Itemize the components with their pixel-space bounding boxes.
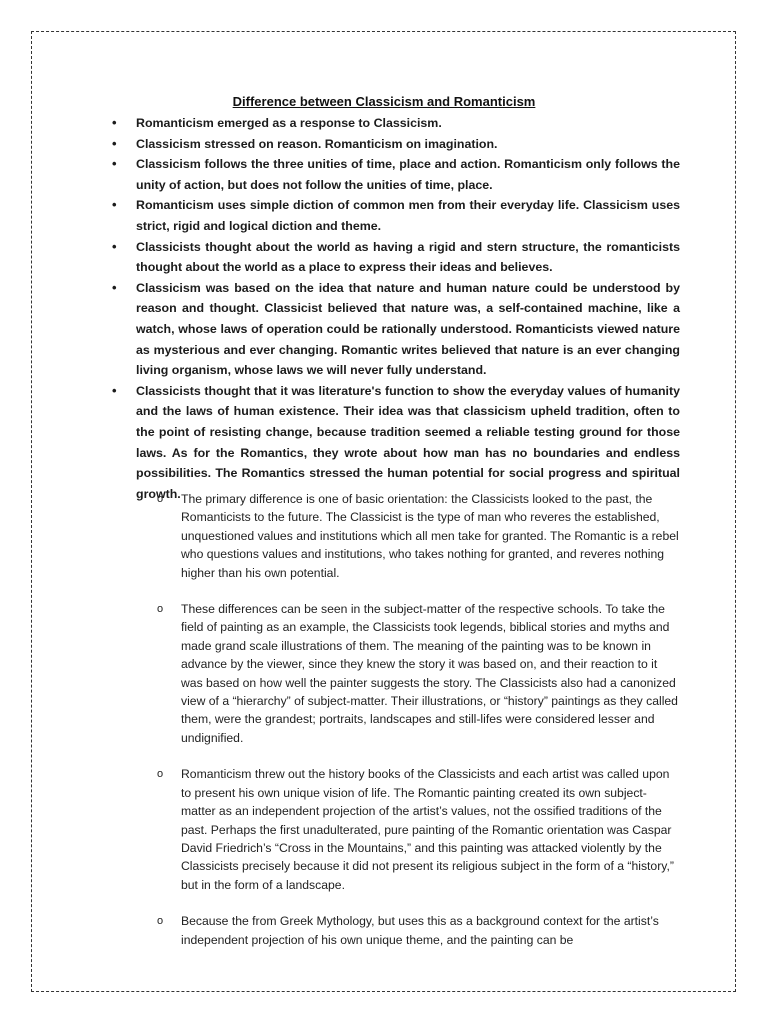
sub-point-list bbox=[157, 490, 679, 967]
bullet-item: • Classicism stressed on reason. Romanticism on imagination. bbox=[112, 134, 680, 155]
sub-point-item: o These differences can be seen in the subject-matter of the respective schools. To take the field of painting as an example, the Classicists took legends, biblical stories and myths and made grand scale illustrations of them. The meaning of the painting was to be known in advance by the viewer, since they knew the story it was based on, and their reaction to it was based on how well the painter suggests the story. The Classicists also had a canonized view of a “hierarchy” of subject-matter. Their illustrations, or “history” paintings as they called them, were the grandest; portraits, landscapes and still-lifes were considered lesser and undignified. bbox=[157, 600, 679, 747]
bullet-item: • Classicism was based on the idea that nature and human nature could be understood by reason and thought. Classicist believed that nature was, a self-contained machine, like a watch, whose laws of operation could be rationally understood. Romanticists viewed nature as mysterious and ever changing. Romantic writes believed that nature is an ever changing living organism, whose laws we will never fully understand. bbox=[112, 278, 680, 381]
bullet-item: • Romanticism emerged as a response to Classicism. bbox=[112, 113, 680, 134]
bullet-list bbox=[112, 113, 680, 504]
document-title: Difference between Classicism and Romanticism bbox=[232, 94, 536, 109]
bullet-item: • Classicists thought about the world as having a rigid and stern structure, the romanticists thought about the world as a place to express their ideas and believes. bbox=[112, 237, 680, 278]
bullet-item: • Classicists thought that it was literature's function to show the everyday values of humanity and the laws of human existence. Their idea was that classicism upheld tradition, often to the point of resisting change, because tradition seemed a reliable testing ground for those laws. As for the Romantics, they wrote about how man has no boundaries and endless possibilities. The Romantics stressed the human potential for social progress and spiritual growth. bbox=[112, 381, 680, 505]
bullet-item: • Romanticism uses simple diction of common men from their everyday life. Classicism uses strict, rigid and logical diction and theme. bbox=[112, 195, 680, 236]
bullet-item: • Classicism follows the three unities of time, place and action. Romanticism only follows the unity of action, but does not follow the unities of time, place. bbox=[112, 154, 680, 195]
sub-point-item: o The primary difference is one of basic orientation: the Classicists looked to the past, the Romanticists to the future. The Classicist is the type of man who reveres the established, unquestioned values and institutions which all men take for granted. The Romantic is a rebel who questions values and institutions, who takes nothing for granted, and reveres nothing higher than his own potential. bbox=[157, 490, 679, 582]
sub-point-item: o Because the from Greek Mythology, but uses this as a background context for the artist’s independent projection of his own unique theme, and the painting can be bbox=[157, 912, 679, 949]
sub-point-item: o Romanticism threw out the history books of the Classicists and each artist was called upon to present his own unique vision of life. The Romantic painting created its own subject-matter as an independent projection of the artist’s values, not the ossified traditions of the past. Perhaps the first unadulterated, pure painting of the Romantic orientation was Caspar David Friedrich’s “Cross in the Mountains,” and this painting was attacked violently by the Classicists precisely because it did not present its religious subject in the form of a “history,” but in the form of a landscape. bbox=[157, 765, 679, 894]
